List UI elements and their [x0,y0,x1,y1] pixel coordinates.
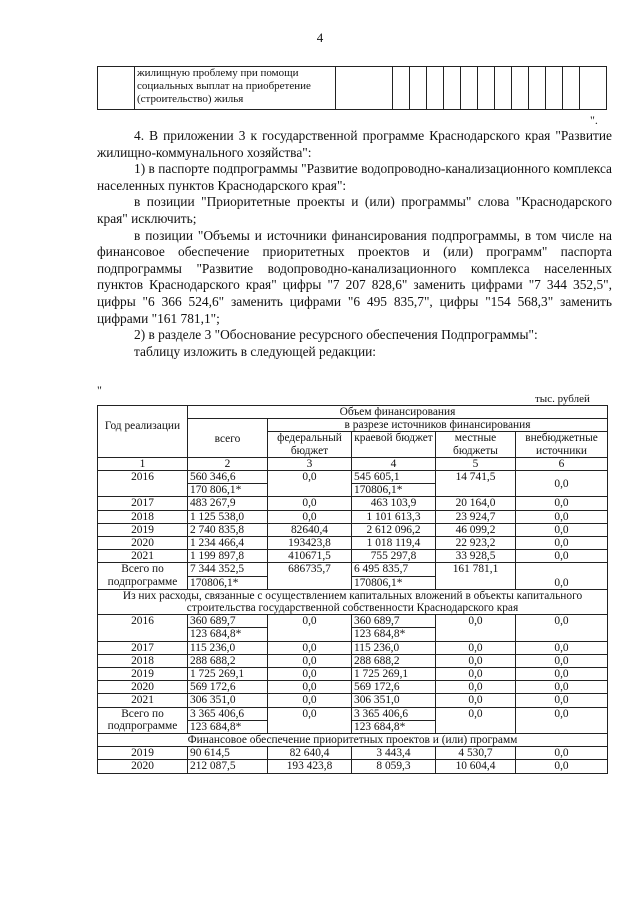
total-cell-note: 123 684,8* [188,720,267,733]
local-cell: 0,0 [436,681,516,694]
extra-cell: 0,0 [516,510,608,523]
extra-cell: 0,0 [516,471,608,497]
table-row [98,615,608,641]
header-extrabudget: внебюджетные источники [516,432,608,457]
local-cell: 161 781,1 [436,563,516,589]
section-title: Финансовое обеспечение приоритетных проектов и (или) программ [98,734,608,747]
regional-cell-note: 170806,1* [352,483,435,496]
paragraph: 2) в разделе 3 "Обоснование ресурсного обеспечения Подпрограммы": [134,327,538,343]
table-row [98,510,608,523]
previous-table-text: жилищную проблему при помощи социальных выплат на приобретение (строительство) жилья [135,67,336,110]
extra-cell: 0,0 [516,641,608,654]
col-number: 4 [352,457,436,470]
year-cell: 2019 [98,668,188,681]
table-row [98,537,608,550]
extra-cell: 0,0 [516,615,608,641]
federal-cell: 193423,8 [268,537,352,550]
total-cell: 360 689,7 [190,615,236,628]
total-cell: 212 087,5 [188,760,268,773]
total-cell: 90 614,5 [188,747,268,760]
extra-cell: 0,0 [516,681,608,694]
regional-cell: 1 725 269,1 [352,668,436,681]
total-cell: 560 346,6 [190,471,236,484]
header-total: всего [188,419,268,458]
local-cell: 0,0 [436,641,516,654]
federal-cell: 0,0 [268,668,352,681]
opening-quote: " [97,383,102,397]
extra-cell: 0,0 [516,550,608,563]
total-cell: 1 234 466,4 [188,537,268,550]
total-cell: 288 688,2 [188,654,268,667]
extra-cell: 0,0 [516,668,608,681]
table-row [98,563,608,589]
table-row [98,641,608,654]
total-cell: 483 267,9 [188,497,268,510]
regional-cell: 755 297,8 [352,550,436,563]
header-regional: краевой бюджет [352,432,436,457]
previous-table-fragment [97,66,607,110]
header-local: местные бюджеты [436,432,516,457]
table-row [98,497,608,510]
extra-cell: 0,0 [516,537,608,550]
regional-cell: 545 605,1 [354,471,400,484]
extra-cell: 0,0 [516,654,608,667]
total-label: Всего по подпрограмме [98,707,188,733]
year-cell: 2020 [98,681,188,694]
extra-cell: 0,0 [516,694,608,707]
federal-cell: 0,0 [268,681,352,694]
col-number: 1 [98,457,188,470]
col-number: 5 [436,457,516,470]
table-row [98,707,608,733]
paragraph: 4. В приложении 3 к государственной программе Краснодарского края "Развитие жилищно-коммунального хозяйства": [97,128,612,160]
header-federal: федеральный бюджет [268,432,352,457]
total-cell: 1 199 897,8 [188,550,268,563]
col-number: 6 [516,457,608,470]
total-cell: 1 725 269,1 [188,668,268,681]
regional-cell-note: 170806,1* [352,576,435,589]
regional-cell: 360 689,7 [354,615,400,628]
table-row [98,668,608,681]
paragraph: в позиции "Приоритетные проекты и (или) программы" слова "Краснодарского края" исключить; [97,194,612,226]
local-cell: 10 604,4 [436,760,516,773]
regional-cell: 115 236,0 [352,641,436,654]
section-title: Из них расходы, связанные с осуществлением капитальных вложений в объекты капитального строительства государственной собственности Краснодарского края [98,589,608,614]
table-row [98,760,608,773]
units-label: тыс. рублей [535,393,590,405]
local-cell: 0,0 [436,654,516,667]
federal-cell: 0,0 [268,497,352,510]
table-row [98,654,608,667]
local-cell: 46 099,2 [436,523,516,536]
local-cell: 33 928,5 [436,550,516,563]
local-cell: 23 924,7 [436,510,516,523]
total-cell: 569 172,6 [188,681,268,694]
regional-cell: 1 018 119,4 [352,537,436,550]
header-sources: в разрезе источников финансирования [268,419,608,432]
total-cell: 115 236,0 [188,641,268,654]
regional-cell: 2 612 096,2 [352,523,436,536]
col-number: 3 [268,457,352,470]
year-cell: 2021 [98,694,188,707]
local-cell: 0,0 [436,615,516,641]
total-cell-note: 123 684,8* [188,627,267,640]
federal-cell: 410671,5 [268,550,352,563]
federal-cell: 0,0 [268,510,352,523]
regional-cell: 3 365 406,6 [354,707,409,720]
total-cell-note: 170 806,1* [188,483,267,496]
table-row [98,747,608,760]
paragraph: в позиции "Объемы и источники финансирования подпрограммы, в том числе на финансовое обеспечение приоритетных проектов и (или) программ" паспорта подпрограммы "Развитие водопроводно-канализационного комплекса населенных пунктов Краснодарского края" цифры "7 207 828,6" заменить цифрами "7 344 352,5", цифры "6 366 524,6" заменить цифрами "6 495 835,7", цифры "154 568,3" заменить цифрами "161 781,1"; [97,227,612,326]
federal-cell: 0,0 [268,694,352,707]
year-cell: 2019 [98,747,188,760]
local-cell: 4 530,7 [436,747,516,760]
local-cell: 0,0 [436,668,516,681]
table-row [98,681,608,694]
total-cell: 1 125 538,0 [188,510,268,523]
header-year: Год реализации [98,406,188,458]
paragraph: таблицу изложить в следующей редакции: [134,343,377,359]
table-row [98,550,608,563]
year-cell: 2020 [98,760,188,773]
year-cell: 2018 [98,654,188,667]
year-cell: 2019 [98,523,188,536]
financing-table [97,405,608,774]
year-cell: 2016 [98,471,188,497]
extra-cell: 0,0 [516,563,608,589]
federal-cell: 82 640,4 [268,747,352,760]
federal-cell: 193 423,8 [268,760,352,773]
table-row [98,523,608,536]
total-cell: 7 344 352,5 [190,563,245,576]
federal-cell: 0,0 [268,707,352,733]
year-cell: 2017 [98,641,188,654]
year-cell: 2017 [98,497,188,510]
local-cell: 20 164,0 [436,497,516,510]
extra-cell: 0,0 [516,707,608,733]
regional-cell: 463 103,9 [352,497,436,510]
page-number: 4 [316,30,324,45]
federal-cell: 0,0 [268,654,352,667]
federal-cell: 82640,4 [268,523,352,536]
closing-quote: ". [590,113,598,127]
federal-cell: 686735,7 [268,563,352,589]
local-cell: 22 923,2 [436,537,516,550]
regional-cell: 1 101 613,3 [352,510,436,523]
extra-cell: 0,0 [516,760,608,773]
year-cell: 2016 [98,615,188,641]
regional-cell: 6 495 835,7 [354,563,409,576]
local-cell: 14 741,5 [436,471,516,497]
year-cell: 2020 [98,537,188,550]
federal-cell: 0,0 [268,641,352,654]
body-text [97,128,612,360]
regional-cell: 3 443,4 [352,747,436,760]
total-label: Всего по подпрограмме [98,563,188,589]
local-cell: 0,0 [436,694,516,707]
table-row [98,694,608,707]
extra-cell: 0,0 [516,747,608,760]
total-cell: 3 365 406,6 [190,707,245,720]
col-number: 2 [188,457,268,470]
regional-cell: 8 059,3 [352,760,436,773]
regional-cell-note: 123 684,8* [352,720,435,733]
extra-cell: 0,0 [516,497,608,510]
table-row [98,471,608,497]
federal-cell: 0,0 [268,615,352,641]
federal-cell: 0,0 [268,471,352,497]
regional-cell: 569 172,6 [352,681,436,694]
local-cell: 0,0 [436,707,516,733]
regional-cell: 288 688,2 [352,654,436,667]
paragraph: 1) в паспорте подпрограммы "Развитие водопроводно-канализационного комплекса населенных пунктов Краснодарского края": [97,161,612,193]
year-cell: 2021 [98,550,188,563]
total-cell-note: 170806,1* [188,576,267,589]
extra-cell: 0,0 [516,523,608,536]
total-cell: 2 740 835,8 [188,523,268,536]
regional-cell: 306 351,0 [352,694,436,707]
total-cell: 306 351,0 [188,694,268,707]
header-volume: Объем финансирования [188,406,608,419]
year-cell: 2018 [98,510,188,523]
regional-cell-note: 123 684,8* [352,627,435,640]
